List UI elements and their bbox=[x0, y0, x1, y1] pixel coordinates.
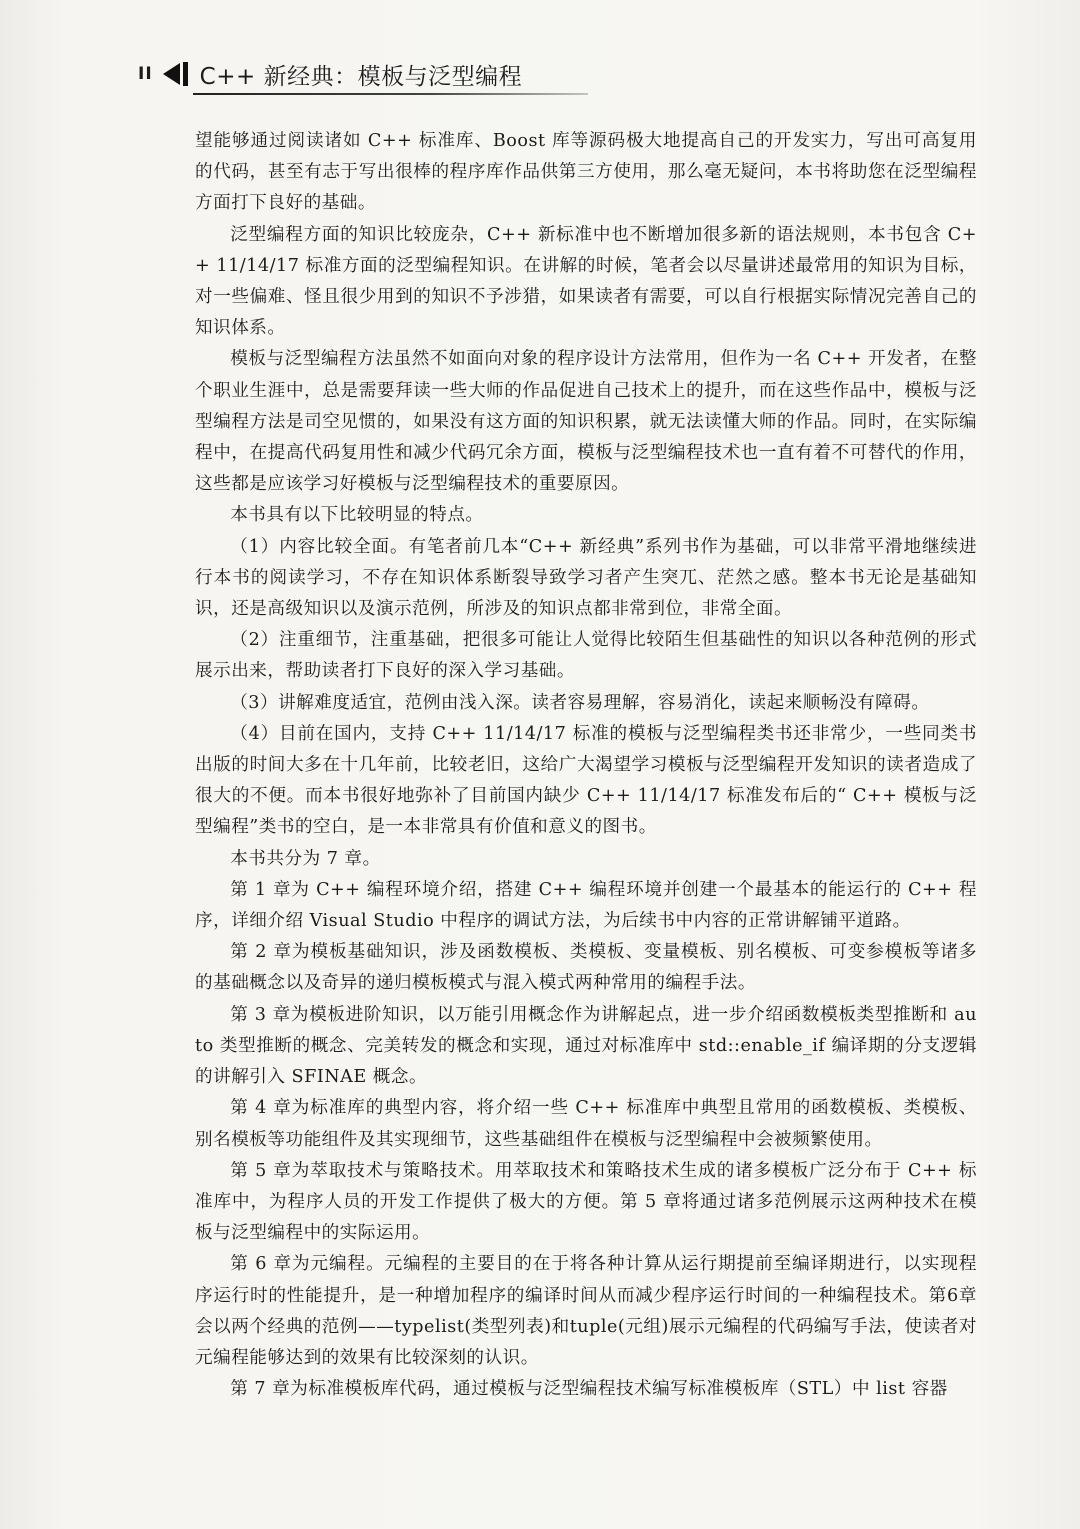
chapter-summary-6: 第 6 章为元编程。元编程的主要目的在于将各种计算从运行期提前至编译期进行，以实现程序运行时的性能提升，是一种增加程序的编译时间从而减少程序运行时间的一种编程技术。第6章会以两个经典的范例——typelist(类型列表)和tuple(元组)展示元编程的代码编写手法，使读者对元编程能够达到的效果有比较深刻的认识。 bbox=[195, 1254, 977, 1368]
chapter-summary-1: 第 1 章为 C++ 编程环境介绍，搭建 C++ 编程环境并创建一个最基本的能运行的 C++ 程序，详细介绍 Visual Studio 中程序的调试方法，为后续书中内容的正常讲解铺平道路。 bbox=[195, 879, 977, 932]
feature-item-4: （4）目前在国内，支持 C++ 11/14/17 标准的模板与泛型编程类书还非常少，一些同类书出版的时间大多在十几年前，比较老旧，这给广大渴望学习模板与泛型编程开发知识的读者造成了很大的不便。而本书很好地弥补了目前国内缺少 C++ 11/14/17 标准发布后的“ C++ 模板与泛型编程”类书的空白，是一本非常具有价值和意义的图书。 bbox=[195, 723, 977, 838]
paragraph: 泛型编程方面的知识比较庞杂，C++ 新标准中也不断增加很多新的语法规则，本书包含 C++ 11/14/17 标准方面的泛型编程知识。在讲解的时候，笔者会以尽量讲述最常用的知识为目标，对一些偏难、怪且很少用到的知识不予涉猎，如果读者有需要，可以自行根据实际情况完善自己的知识体系。 bbox=[195, 224, 977, 339]
running-header bbox=[138, 56, 522, 92]
chapter-summary-7: 第 7 章为标准模板库代码，通过模板与泛型编程技术编写标准模板库（STL）中 list 容器 bbox=[230, 1379, 948, 1400]
header-marker-icon bbox=[163, 62, 188, 86]
paragraph: 本书具有以下比较明显的特点。 bbox=[230, 505, 484, 526]
chapter-summary-3: 第 3 章为模板进阶知识，以万能引用概念作为讲解起点，进一步介绍函数模板类型推断和 auto 类型推断的概念、完美转发的概念和实现，通过对标准库中 std::enable_if 编译期的分支逻辑的讲解引入 SFINAE 概念。 bbox=[195, 1004, 977, 1088]
paragraph-continuation: 望能够通过阅读诸如 C++ 标准库、Boost 库等源码极大地提高自己的开发实力，写出可高复用的代码，甚至有志于写出很棒的程序库作品供第三方使用，那么毫无疑问，本书将助您在泛型编程方面打下良好的基础。 bbox=[195, 131, 977, 214]
page-number: II bbox=[138, 64, 153, 84]
chapter-summary-4: 第 4 章为标准库的典型内容，将介绍一些 C++ 标准库中典型且常用的函数模板、类模板、别名模板等功能组件及其实现细节，这些基础组件在模板与泛型编程中会被频繁使用。 bbox=[195, 1098, 977, 1150]
feature-item-1: （1）内容比较全面。有笔者前几本“C++ 新经典”系列书作为基础，可以非常平滑地继续进行本书的阅读学习，不存在知识体系断裂导致学习者产生突兀、茫然之感。整本书无论是基础知识，还是高级知识以及演示范例，所涉及的知识点都非常到位，非常全面。 bbox=[195, 536, 977, 620]
body-text bbox=[195, 126, 977, 1405]
feature-item-2: （2）注重细节，注重基础，把很多可能让人觉得比较陌生但基础性的知识以各种范例的形式展示出来，帮助读者打下良好的深入学习基础。 bbox=[195, 630, 977, 682]
feature-item-3: （3）讲解难度适宜，范例由浅入深。读者容易理解，容易消化，读起来顺畅没有障碍。 bbox=[230, 692, 930, 713]
header-rule bbox=[193, 93, 588, 95]
book-title: C++ 新经典：模板与泛型编程 bbox=[199, 63, 523, 90]
chapter-summary-2: 第 2 章为模板基础知识，涉及函数模板、类模板、变量模板、别名模板、可变参模板等诸多的基础概念以及奇异的递归模板模式与混入模式两种常用的编程手法。 bbox=[195, 942, 977, 994]
paragraph: 模板与泛型编程方法虽然不如面向对象的程序设计方法常用，但作为一名 C++ 开发者，在整个职业生涯中，总是需要拜读一些大师的作品促进自己技术上的提升，而在这些作品中，模板与泛型编程方法是司空见惯的，如果没有这方面的知识积累，就无法读懂大师的作品。同时，在实际编程中，在提高代码复用性和减少代码冗余方面，模板与泛型编程技术也一直有着不可替代的作用，这些都是应该学习好模板与泛型编程技术的重要原因。 bbox=[195, 349, 977, 495]
chapter-summary-5: 第 5 章为萃取技术与策略技术。用萃取技术和策略技术生成的诸多模板广泛分布于 C++ 标准库中，为程序人员的开发工作提供了极大的方便。第 5 章将通过诸多范例展示这两种技术在模板与泛型编程中的实际运用。 bbox=[195, 1160, 977, 1244]
paragraph: 本书共分为 7 章。 bbox=[230, 848, 381, 869]
